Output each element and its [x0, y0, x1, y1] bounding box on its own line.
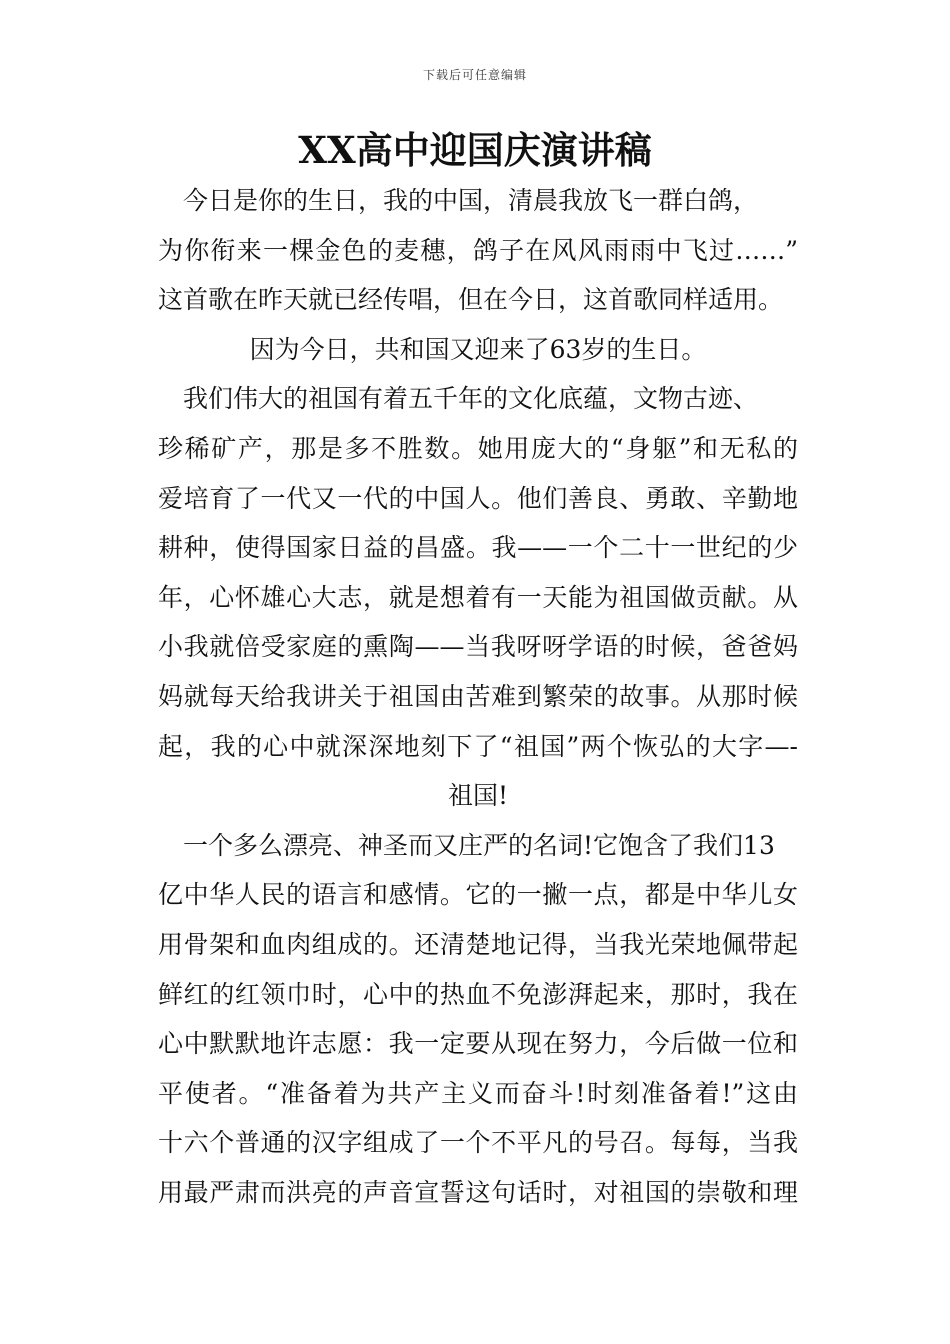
text-line: 今日是你的生日，我的中国，清晨我放飞一群白鸽，: [158, 186, 759, 215]
text-line: 妈就每天给我讲关于祖国由苦难到繁荣的故事。从那时候: [158, 681, 798, 711]
header-note: 下载后可任意编辑: [422, 68, 527, 82]
text-line: 心中默默地许志愿：我一定要从现在努力，今后做一位和: [158, 1029, 798, 1059]
text-line: 珍稀矿产，那是多不胜数。她用庞大的“身躯”和无私的: [158, 433, 798, 463]
text-line: 起，我的心中就深深地刻下了“祖国”两个恢弘的大字—-: [158, 731, 798, 761]
text-line: 小我就倍受家庭的熏陶——当我呀呀学语的时候，爸爸妈: [158, 632, 798, 662]
text-line: 用骨架和血肉组成的。还清楚地记得，当我光荣地佩带起: [158, 929, 798, 959]
text-line: 爱培育了一代又一代的中国人。他们善良、勇敢、辛勤地: [158, 483, 798, 513]
document-title: XX高中迎国庆演讲稿: [298, 128, 652, 172]
document-body: [158, 176, 798, 1217]
text-line: 用最严肃而洪亮的声音宣誓这句话时，对祖国的崇敬和理: [158, 1177, 798, 1207]
text-line: 因为今日，共和国又迎来了63岁的生日。: [249, 334, 707, 364]
text-line: 一个多么漂亮、神圣而又庄严的名词!它饱含了我们13: [158, 830, 775, 860]
text-line: 亿中华人民的语言和感情。它的一撇一点，都是中华儿女: [158, 880, 798, 910]
text-line: 这首歌在昨天就已经传唱，但在今日，这首歌同样适用。: [158, 285, 784, 315]
text-line: 为你衔来一棵金色的麦穗，鸽子在风风雨雨中飞过……”: [158, 235, 798, 265]
text-line: 鲜红的红领巾时，心中的热血不免澎湃起来，那时，我在: [158, 979, 798, 1009]
text-line: 平使者。“准备着为共产主义而奋斗!时刻准备着!”这由: [158, 1078, 798, 1108]
text-line: 年，心怀雄心大志，就是想着有一天能为祖国做贡献。从: [158, 582, 798, 612]
text-line: 十六个普通的汉字组成了一个不平凡的号召。每每，当我: [158, 1128, 798, 1158]
text-line: 耕种，使得国家日益的昌盛。我——一个二十一世纪的少: [158, 533, 798, 563]
text-line: 祖国!: [447, 781, 509, 811]
text-line: 我们伟大的祖国有着五千年的文化底蕴，文物古迹、: [158, 384, 759, 414]
